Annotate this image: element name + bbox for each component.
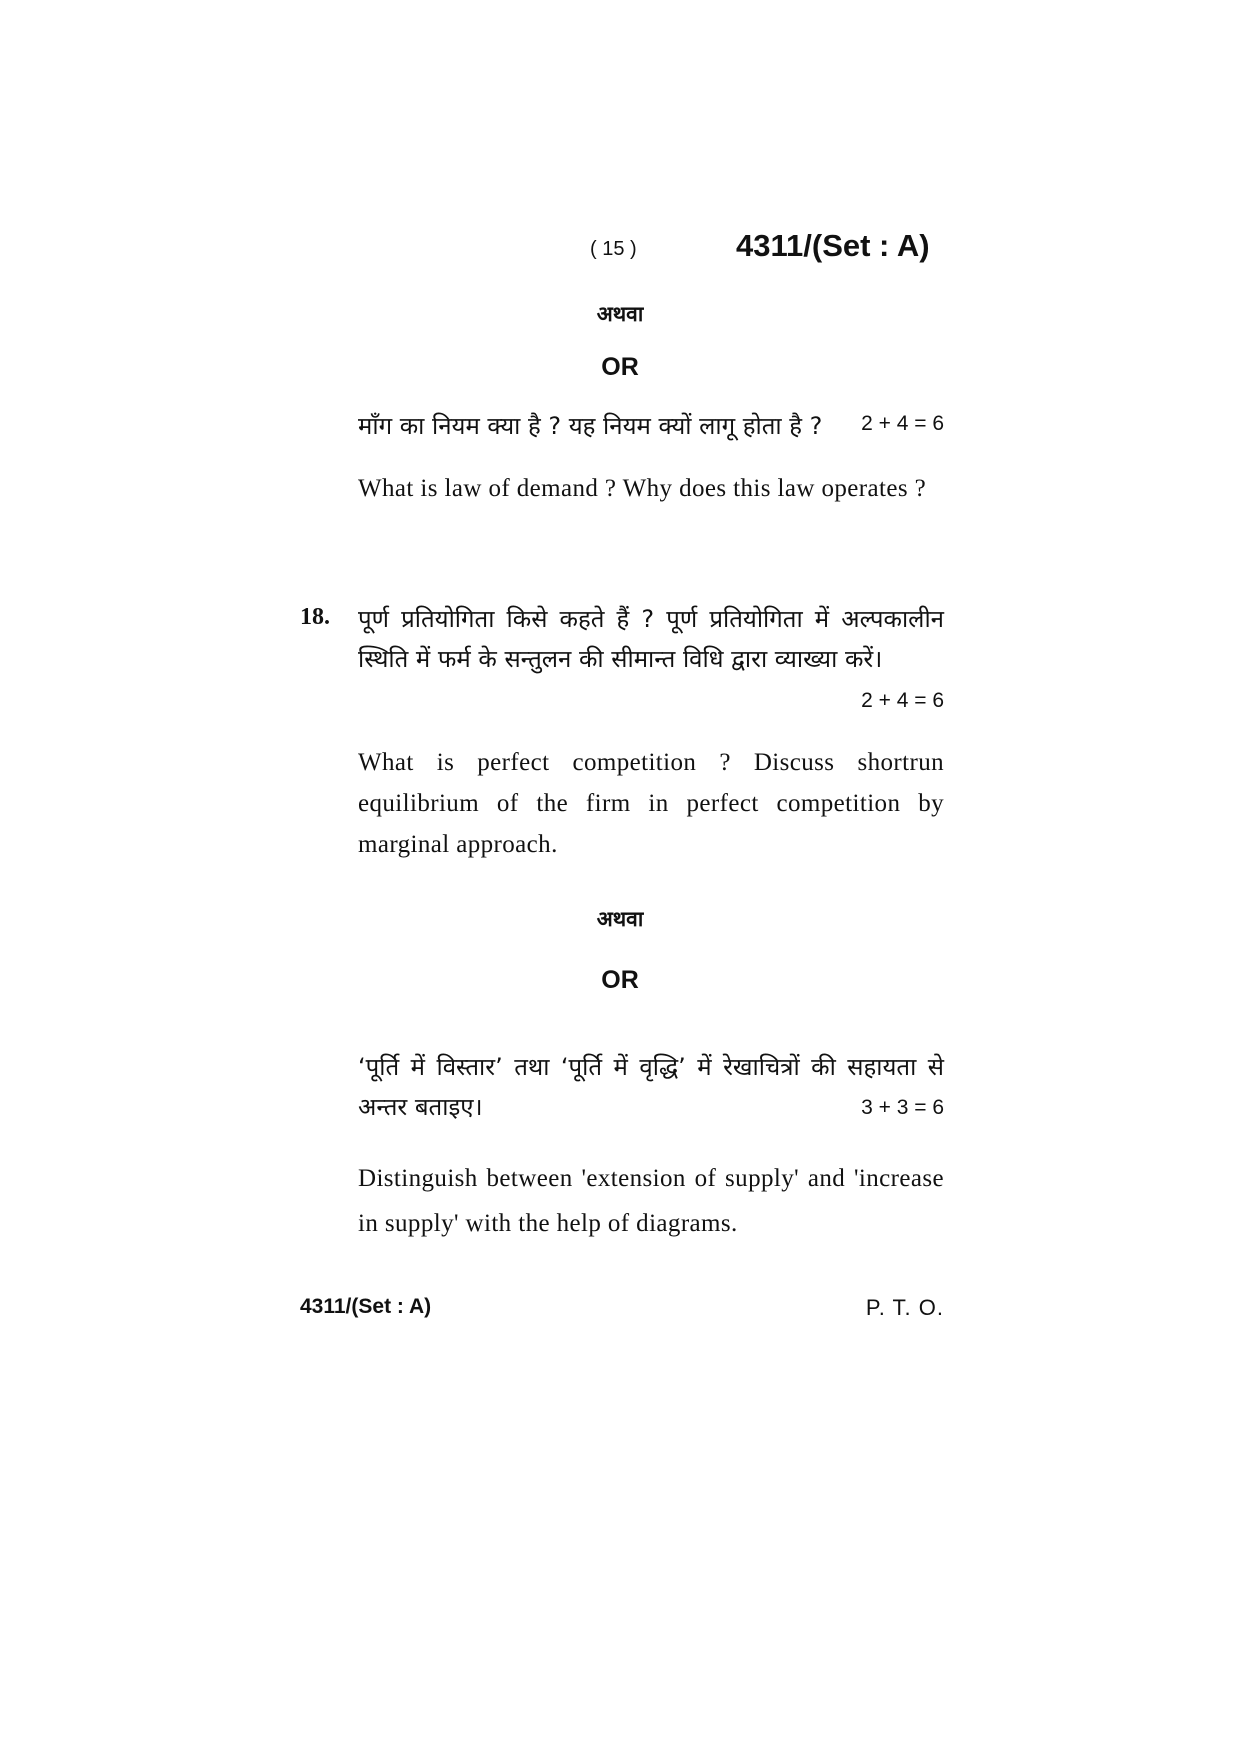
marks-supply: 3 + 3 = 6 [861,1096,944,1119]
question-number-18: 18. [300,604,330,630]
marks-question-18: 2 + 4 = 6 [861,689,944,712]
athva-label: अथवा [596,302,644,326]
english-question-demand: What is law of demand ? Why does this law operates ? [358,475,927,502]
pto-label: P. T. O. [865,1295,944,1320]
or-label: OR [601,353,639,381]
or-label-2: OR [601,966,639,994]
english-question-supply: Distinguish between 'extension of supply' and 'increase in supply' with the help of diagrams. [358,1165,944,1237]
marks-demand: 2 + 4 = 6 [861,412,944,435]
paper-code-footer: 4311/(Set : A) [300,1295,432,1318]
athva-label-2: अथवा [596,907,644,931]
hindi-question-supply: ‘पूर्ति में विस्तार’ तथा ‘पूर्ति में वृद्धि’ में रेखाचित्रों की सहायता से अन्तर बताइए। [358,1053,944,1121]
hindi-question-demand [358,406,944,446]
hindi-question-18: पूर्ण प्रतियोगिता किसे कहते हैं ? पूर्ण प्रतियोगिता में अल्पकालीन स्थिति में फर्म के सन्तुलन की सीमान्त विधि द्वारा व्याख्या करें। [358,605,944,673]
page-number: ( 15 ) [590,238,637,260]
hindi-question-text: माँग का नियम क्या है ? यह नियम क्यों लागू होता है ? [358,412,823,440]
paper-code-header: 4311/(Set : A) [736,228,930,263]
english-question-18: What is perfect competition ? Discuss shortrun equilibrium of the firm in perfect competition by marginal approach. [358,749,944,858]
